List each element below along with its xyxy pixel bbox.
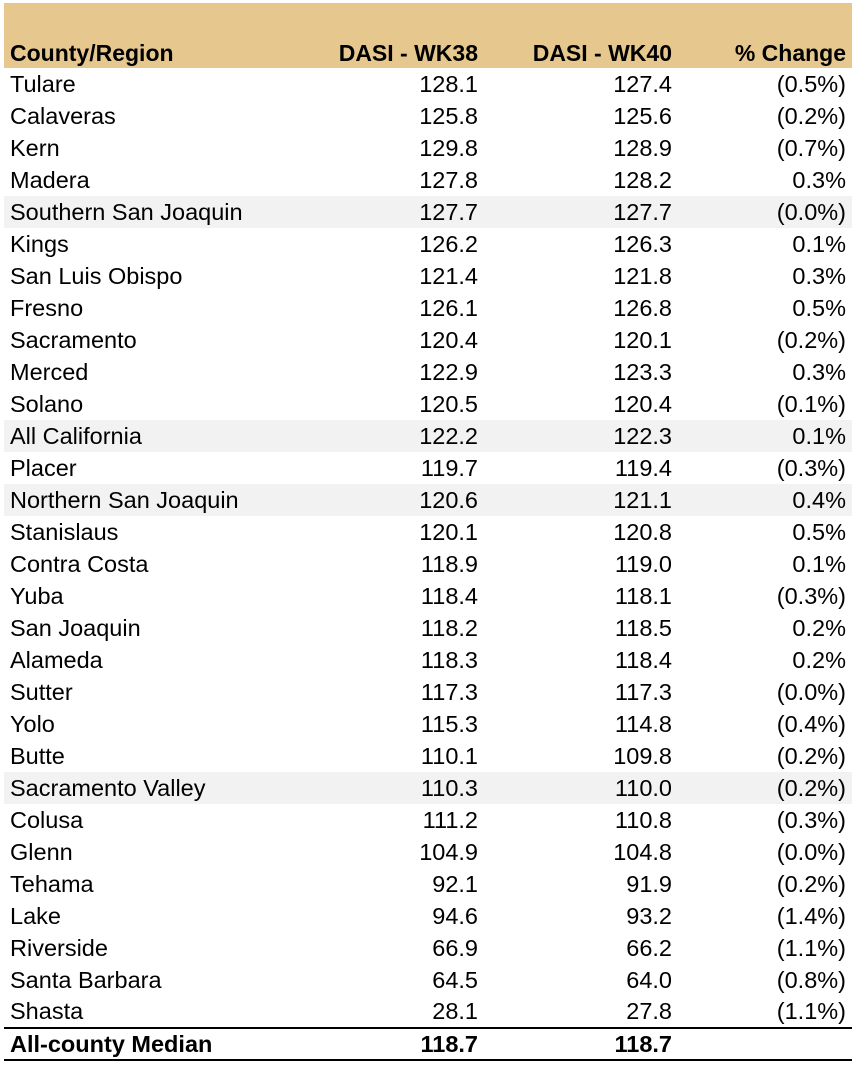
table-body <box>4 68 852 1028</box>
row-wk40-cell: 110.0 <box>614 774 672 801</box>
row-wk38-cell: 111.2 <box>422 806 478 833</box>
table-row <box>4 516 852 548</box>
row-wk40-cell: 126.8 <box>613 294 672 321</box>
table-row <box>4 452 852 484</box>
footer-change <box>678 1028 852 1060</box>
row-wk38-cell: 118.3 <box>420 646 478 673</box>
table-row <box>4 484 852 516</box>
row-county-cell: Fresno <box>10 294 84 321</box>
table-row <box>4 580 852 612</box>
row-county-cell: Contra Costa <box>10 550 149 577</box>
row-change-cell: 0.1% <box>792 550 846 577</box>
row-change-cell: 0.3% <box>792 262 846 289</box>
footer-row-median <box>4 1028 852 1060</box>
row-change-cell: 0.2% <box>792 646 846 673</box>
row-change-cell: (1.1%) <box>776 998 846 1024</box>
row-county-cell: Northern San Joaquin <box>10 486 239 513</box>
row-wk40-cell: 117.3 <box>614 678 672 705</box>
footer-label: All-county Median <box>4 1028 284 1060</box>
row-wk38-cell: 104.9 <box>419 838 478 865</box>
row-wk40-cell: 91.9 <box>626 870 672 897</box>
row-wk38-cell: 120.5 <box>419 390 478 417</box>
row-change-cell: (0.2%) <box>776 742 846 769</box>
row-wk38-cell: 120.4 <box>419 326 478 353</box>
row-wk38-cell: 120.1 <box>419 518 478 545</box>
row-change-cell: 0.4% <box>792 486 846 513</box>
row-change-cell: (0.2%) <box>776 774 846 801</box>
row-wk40-cell: 118.4 <box>614 646 672 673</box>
row-wk40-cell: 118.1 <box>614 582 672 609</box>
row-county-cell: Colusa <box>10 806 84 833</box>
table-row <box>4 900 852 932</box>
row-county-cell: Southern San Joaquin <box>10 198 243 225</box>
row-wk40-cell: 127.7 <box>613 198 672 225</box>
row-wk38-cell: 110.1 <box>420 742 478 769</box>
row-wk40-cell: 119.4 <box>614 454 672 481</box>
row-wk40-cell: 110.8 <box>614 806 672 833</box>
table-row <box>4 708 852 740</box>
row-county-cell: Stanislaus <box>10 518 119 545</box>
table-row <box>4 228 852 260</box>
row-county-cell: Alameda <box>10 646 103 673</box>
table-row <box>4 996 852 1028</box>
table-row <box>4 772 852 804</box>
header-county-region: County/Region <box>10 40 174 66</box>
row-wk40-cell: 120.8 <box>613 518 672 545</box>
table-row <box>4 676 852 708</box>
row-change-cell: (0.3%) <box>776 806 846 833</box>
row-wk38-cell: 120.6 <box>419 486 478 513</box>
row-wk38-cell: 110.3 <box>420 774 478 801</box>
row-county-cell: Merced <box>10 358 89 385</box>
table-row <box>4 932 852 964</box>
row-wk40-cell: 123.3 <box>613 358 672 385</box>
table-row <box>4 292 852 324</box>
header-pct-change: % Change <box>734 40 846 66</box>
row-wk40-cell: 120.1 <box>613 326 672 353</box>
footer-wk40: 118.7 <box>484 1028 678 1060</box>
row-wk40-cell: 128.2 <box>613 166 672 193</box>
dasi-table <box>4 3 852 1061</box>
row-wk40-cell: 119.0 <box>614 550 672 577</box>
row-wk38-cell: 127.8 <box>419 166 478 193</box>
header-dasi-wk40: DASI - WK40 <box>532 40 672 66</box>
table-row <box>4 644 852 676</box>
row-wk38-cell: 125.8 <box>419 102 478 129</box>
row-change-cell: 0.1% <box>792 422 846 449</box>
row-county-cell: Santa Barbara <box>10 966 162 993</box>
row-wk38-cell: 127.7 <box>419 198 478 225</box>
row-wk40-cell: 126.3 <box>613 230 672 257</box>
row-wk40-cell: 120.4 <box>613 390 672 417</box>
row-county-cell: Sacramento Valley <box>10 774 206 801</box>
header-dasi-wk38: DASI - WK38 <box>338 40 478 66</box>
row-wk38-cell: 121.4 <box>419 262 478 289</box>
table-row <box>4 612 852 644</box>
row-change-cell: (0.5%) <box>776 70 846 97</box>
table-row <box>4 964 852 996</box>
table-row <box>4 420 852 452</box>
table-row <box>4 132 852 164</box>
row-county-cell: Yuba <box>10 582 64 609</box>
row-wk40-cell: 128.9 <box>613 134 672 161</box>
row-county-cell: San Joaquin <box>10 614 141 641</box>
row-county-cell: Placer <box>10 454 77 481</box>
row-change-cell: (0.0%) <box>776 198 846 225</box>
row-change-cell: (1.4%) <box>776 902 846 929</box>
row-wk40-cell: 121.8 <box>613 262 672 289</box>
row-wk38-cell: 129.8 <box>419 134 478 161</box>
table-row <box>4 100 852 132</box>
row-county-cell: Yolo <box>10 710 55 737</box>
table-row <box>4 388 852 420</box>
row-wk38-cell: 128.1 <box>419 70 478 97</box>
row-wk38-cell: 119.7 <box>420 454 478 481</box>
header-row <box>4 3 852 68</box>
row-wk38-cell: 64.5 <box>432 966 478 993</box>
table-row <box>4 804 852 836</box>
row-county-cell: Tulare <box>10 70 76 97</box>
row-wk38-cell: 115.3 <box>420 710 478 737</box>
table-row <box>4 836 852 868</box>
row-county-cell: San Luis Obispo <box>10 262 183 289</box>
row-change-cell: (0.3%) <box>776 582 846 609</box>
row-wk40-cell: 114.8 <box>614 710 672 737</box>
row-wk40-cell: 66.2 <box>626 934 672 961</box>
row-wk40-cell: 93.2 <box>626 902 672 929</box>
table-row <box>4 868 852 900</box>
row-change-cell: (0.3%) <box>776 454 846 481</box>
row-change-cell: (1.1%) <box>776 934 846 961</box>
row-change-cell: (0.1%) <box>776 390 846 417</box>
row-county-cell: Calaveras <box>10 102 116 129</box>
row-wk40-cell: 118.5 <box>614 614 672 641</box>
row-wk38-cell: 122.9 <box>419 358 478 385</box>
footer-wk38: 118.7 <box>284 1028 484 1060</box>
row-wk38-cell: 126.2 <box>419 230 478 257</box>
row-change-cell: 0.5% <box>792 518 846 545</box>
row-wk40-cell: 104.8 <box>613 838 672 865</box>
row-wk40-cell: 125.6 <box>613 102 672 129</box>
row-change-cell: 0.3% <box>792 358 846 385</box>
row-county-cell: Kern <box>10 134 60 161</box>
row-wk38-cell: 118.2 <box>420 614 478 641</box>
row-wk38-cell: 92.1 <box>432 870 478 897</box>
row-change-cell: 0.1% <box>792 230 846 257</box>
table-row <box>4 740 852 772</box>
row-wk38-cell: 118.4 <box>420 582 478 609</box>
row-wk40-cell: 122.3 <box>613 422 672 449</box>
row-change-cell: (0.4%) <box>776 710 846 737</box>
row-county-cell: Lake <box>10 902 61 929</box>
row-wk40-cell: 64.0 <box>626 966 672 993</box>
row-wk38-cell: 118.9 <box>420 550 478 577</box>
table-row <box>4 324 852 356</box>
row-change-cell: (0.2%) <box>776 870 846 897</box>
row-change-cell: (0.7%) <box>776 134 846 161</box>
row-wk38-cell: 94.6 <box>432 902 478 929</box>
row-county-cell: Sutter <box>10 678 73 705</box>
row-change-cell: (0.2%) <box>776 102 846 129</box>
row-change-cell: (0.0%) <box>776 838 846 865</box>
table-row <box>4 196 852 228</box>
row-county-cell: Butte <box>10 742 65 769</box>
row-change-cell: (0.2%) <box>776 326 846 353</box>
table-row <box>4 68 852 100</box>
row-county-cell: Sacramento <box>10 326 137 353</box>
row-change-cell: (0.0%) <box>776 678 846 705</box>
row-change-cell: 0.2% <box>792 614 846 641</box>
table-row <box>4 260 852 292</box>
row-wk38-cell: 126.1 <box>419 294 478 321</box>
table-row <box>4 548 852 580</box>
row-county-cell: Glenn <box>10 838 73 865</box>
row-wk38-cell: 117.3 <box>420 678 478 705</box>
row-county-cell: Shasta <box>10 998 84 1024</box>
row-wk40-cell: 109.8 <box>613 742 672 769</box>
row-county-cell: All California <box>10 422 142 449</box>
row-county-cell: Solano <box>10 390 84 417</box>
row-change-cell: 0.3% <box>792 166 846 193</box>
row-county-cell: Kings <box>10 230 69 257</box>
row-wk40-cell: 27.8 <box>626 998 672 1024</box>
row-county-cell: Riverside <box>10 934 108 961</box>
row-wk38-cell: 66.9 <box>432 934 478 961</box>
row-county-cell: Tehama <box>10 870 94 897</box>
row-wk40-cell: 127.4 <box>613 70 672 97</box>
row-change-cell: 0.5% <box>792 294 846 321</box>
row-county-cell: Madera <box>10 166 90 193</box>
row-wk38-cell: 28.1 <box>432 998 478 1024</box>
row-wk40-cell: 121.1 <box>613 486 672 513</box>
row-change-cell: (0.8%) <box>776 966 846 993</box>
row-wk38-cell: 122.2 <box>419 422 478 449</box>
table-row <box>4 356 852 388</box>
table-row <box>4 164 852 196</box>
